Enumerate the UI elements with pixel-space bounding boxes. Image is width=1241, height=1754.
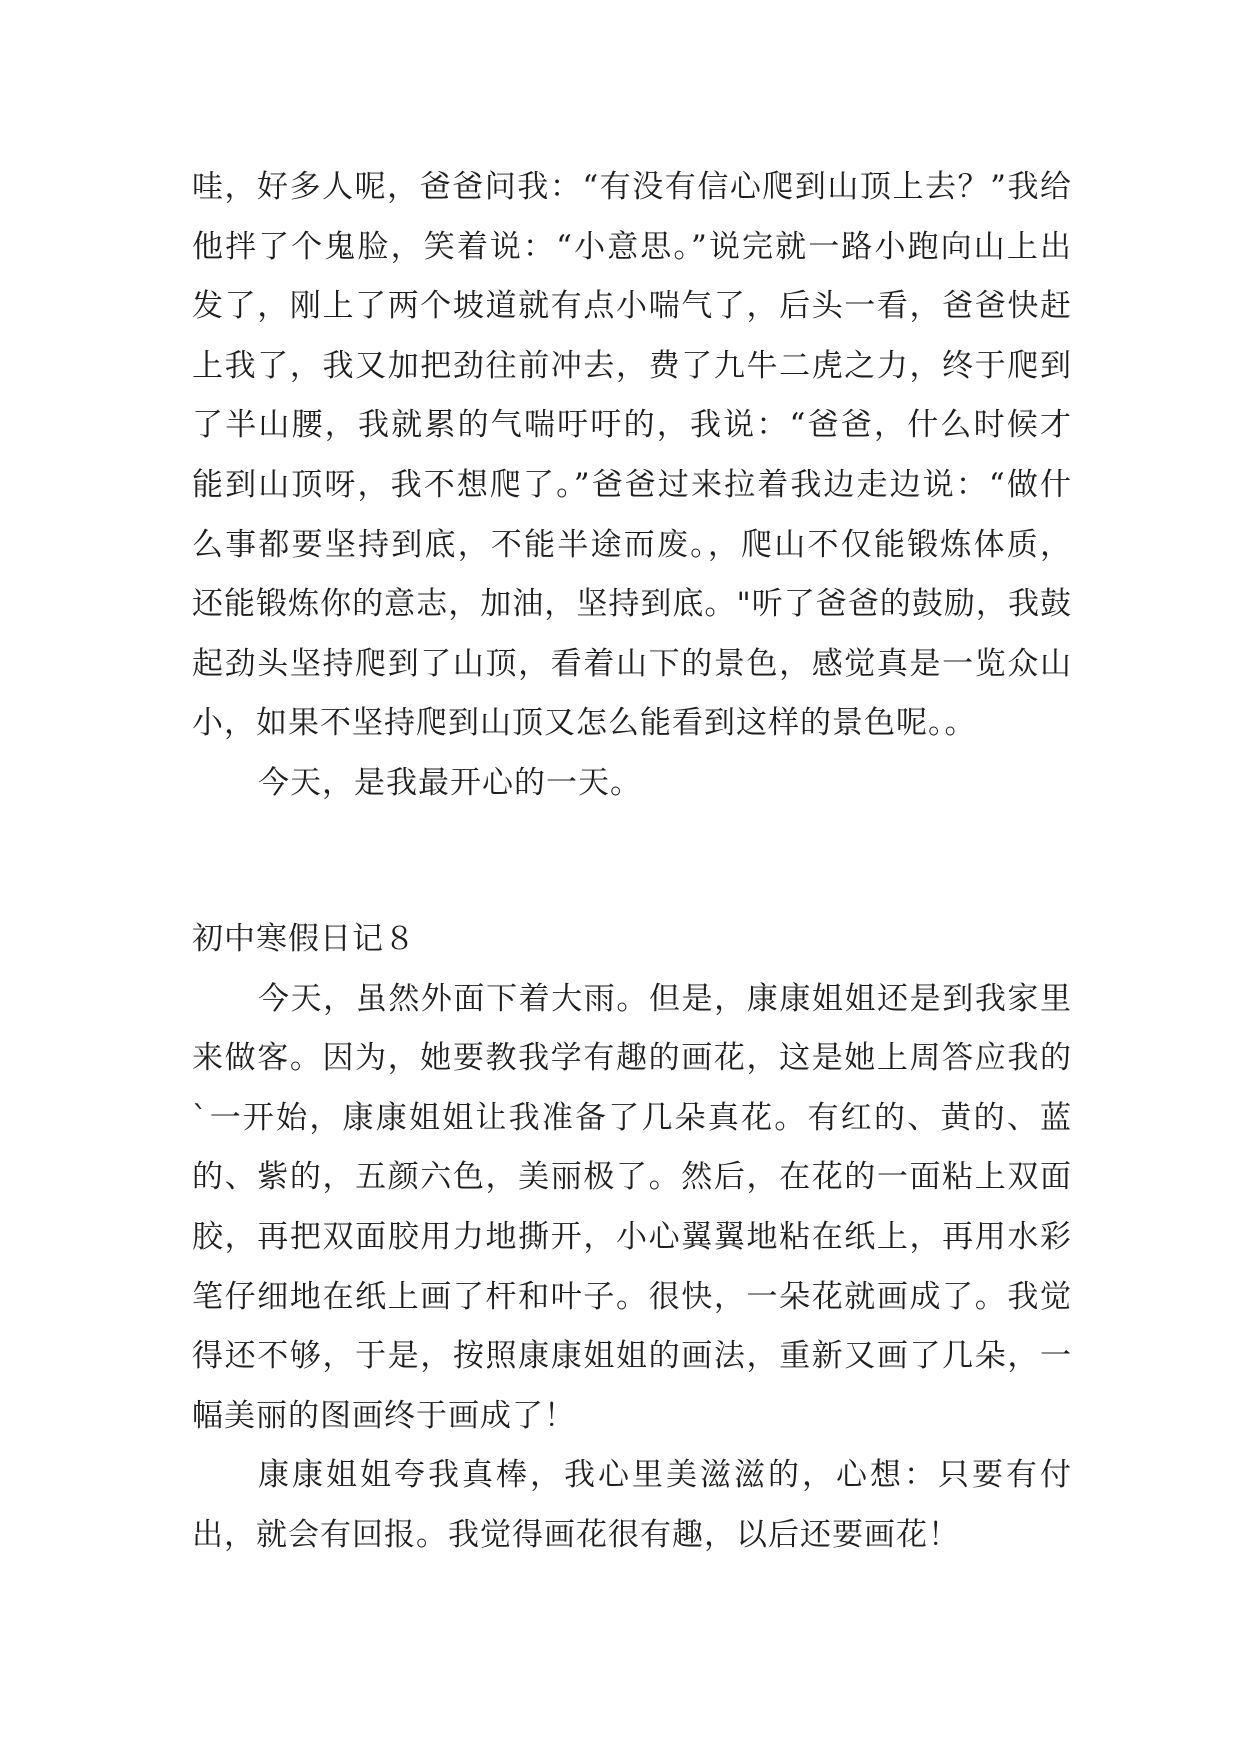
body-paragraph: 康康姐姐夸我真棒，我心里美滋滋的，心想：只要有付出，就会有回报。我觉得画花很有趣，以后还要画花！ (192, 1457, 1072, 1553)
diary-entry (192, 910, 1072, 1566)
body-paragraph: 今天，是我最开心的一天。 (258, 764, 642, 801)
entry-heading: 初中寒假日记８ (192, 921, 416, 957)
body-paragraph: 哇，好多人呢，爸爸问我：“有没有信心爬到山顶上去？”我给他拌了个鬼脸，笑着说：“小意思。”说完就一路小跑向山上出发了，刚上了两个坡道就有点小喘气了，后头一看，爸爸快赶上我了，我又加把劲往前冲去，费了九牛二虎之力，终于爬到了半山腰，我就累的气喘吁吁的，我说：“爸爸，什么时候才能到山顶呀，我不想爬了。”爸爸过来拉着我边走边说：“做什么事都要坚持到底，不能半途而废。，爬山不仅能锻炼体质，还能锻炼你的意志，加油，坚持到底。"听了爸爸的鼓励，我鼓起劲头坚持爬到了山顶，看着山下的景色，感觉真是一览众山小，如果不坚持爬到山顶又怎么能看到这样的景色呢。。 (192, 169, 1072, 742)
diary-entry-continuation (192, 158, 1072, 814)
body-paragraph: 今天，虽然外面下着大雨。但是，康康姐姐还是到我家里来做客。因为，她要教我学有趣的画花，这是她上周答应我的`一开始，康康姐姐让我准备了几朵真花。有红的、黄的、蓝的、紫的，五颜六色，美丽极了。然后，在花的一面粘上双面胶，再把双面胶用力地撕开，小心翼翼地粘在纸上，再用水彩笔仔细地在纸上画了杆和叶子。很快，一朵花就画成了。我觉得还不够，于是，按照康康姐姐的画法，重新又画了几朵，一幅美丽的图画终于画成了！ (192, 980, 1072, 1434)
